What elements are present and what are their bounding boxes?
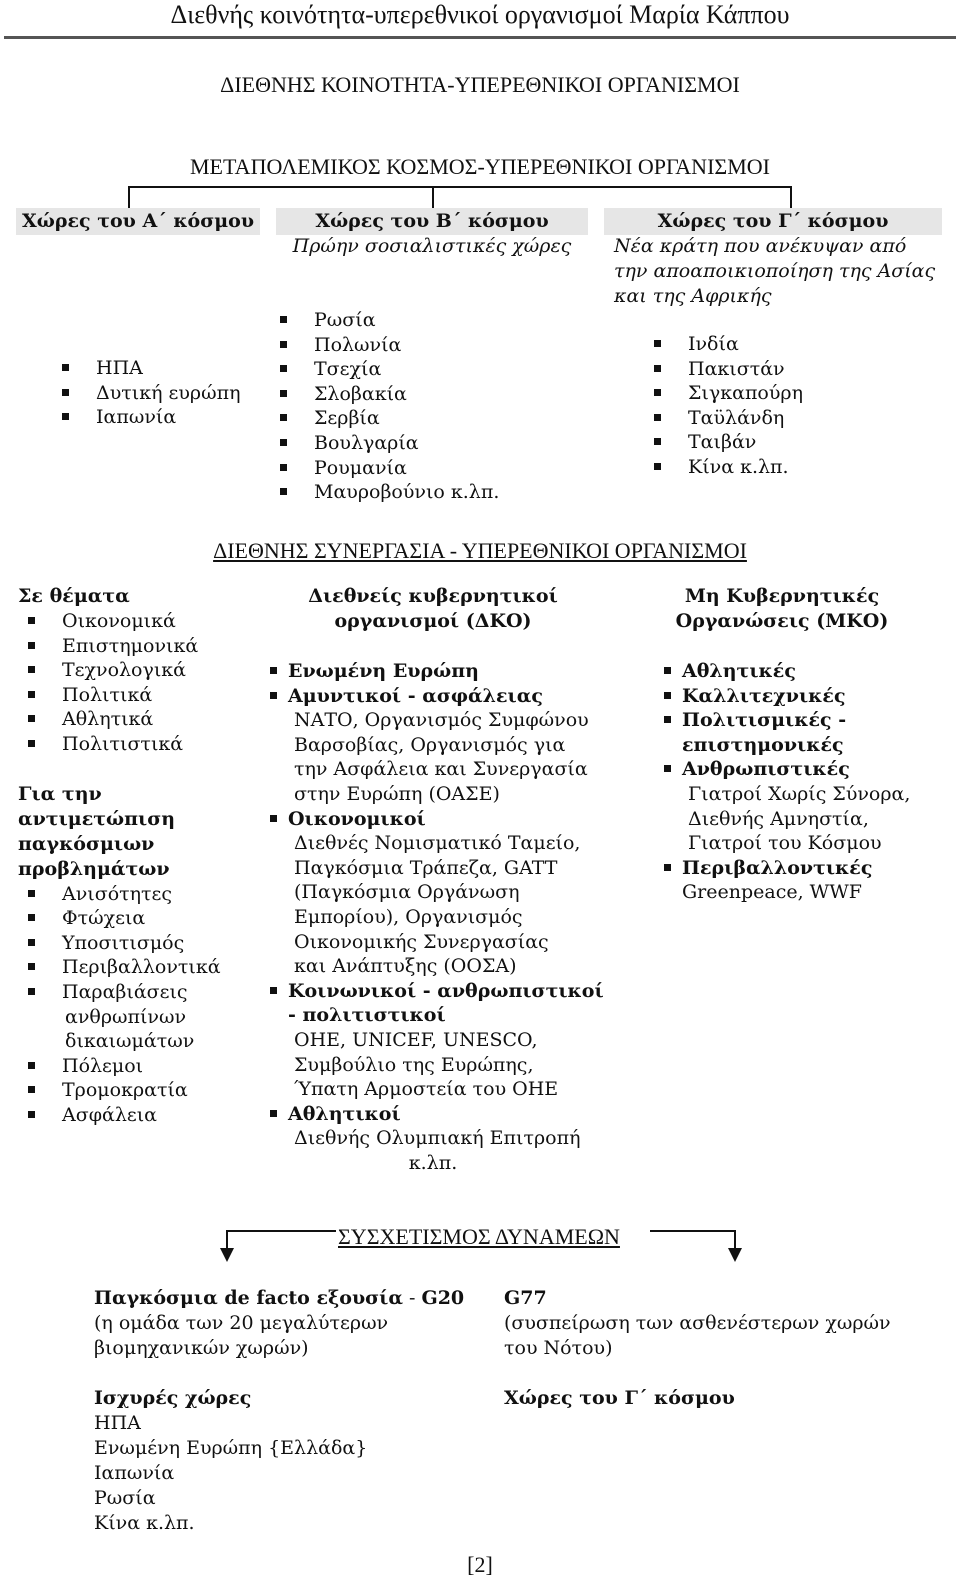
list-item: Υποσιτισμός [18,931,268,956]
balance-right: G77 (συσπείρωση των ασθενέστερων χωρών του Νότου) Χώρες του Γ΄ κόσμου [504,1286,944,1411]
ngo-column [662,584,952,905]
list-item: Πολιτικά [18,683,268,708]
ngo-group-desc: Γιατροί Χωρίς Σύνορα, Διεθνής Αμνηστία, Γιατροί του Κόσμου [688,782,911,855]
list-item: Πολιτιστικά [18,732,268,757]
list-item: Δυτική ευρώπη [52,381,272,406]
list-item: Ταιβάν [644,430,924,455]
list-item: Ρουμανία [270,456,570,481]
igo-group-desc: ΝΑΤΟ, Οργανισμός Συμφώνου Βαρσοβίας, Οργανισμός για την Ασφάλεια και Συνεργασία στην Ευρώπη (ΟΑΣΕ) [294,709,589,805]
list-item: Επιστημονικά [18,634,268,659]
list-item: Βουλγαρία [270,431,570,456]
list-item: Σιγκαπούρη [644,381,924,406]
igo-heading: Διεθνείς κυβερνητικοί οργανισμοί (ΔΚΟ) [308,585,558,632]
tree-branch-left [128,186,130,208]
list-item: Παραβιάσεις ανθρωπίνων δικαιωμάτων [18,980,268,1054]
arrow-down-icon [220,1248,234,1262]
balance-stem-right [734,1230,736,1250]
igo-group-desc: Διεθνές Νομισματικό Ταμείο, Παγκόσμια Τράπεζα, GATT (Παγκόσμια Οργάνωση Εμπορίου), Οργανισμός Οικονομικής Συνεργασίας και Ανάπτυξης (ΟΟΣΑ) [294,832,581,978]
list-item: Σλοβακία [270,382,570,407]
igo-group-title: Ενωμένη Ευρώπη [268,659,608,684]
cooperation-title: ΔΙΕΘΝΗΣ ΣΥΝΕΡΓΑΣΙΑ - ΥΠΕΡΕΘΝΙΚΟΙ ΟΡΓΑΝΙΣΜΟΙ [213,538,747,563]
list-item: Οικονομικά [18,609,268,634]
list-item: Τσεχία [270,357,570,382]
igo-group-title: Αμυντικοί - ασφάλειας [268,684,608,709]
list-item: ΗΠΑ [94,1412,141,1434]
header-rule [4,36,956,39]
list-item: Ιαπωνία [52,405,272,430]
balance-connector-right [650,1230,736,1232]
list-item: Κίνα κ.λπ. [644,455,924,480]
ngo-group-desc: Greenpeace, WWF [682,881,862,904]
second-world-subtitle: Πρώην σοσιαλιστικές χώρες [292,235,572,257]
problems-list [18,882,268,1128]
second-world-heading: Χώρες του Β΄ κόσμου [276,208,588,235]
list-item: Ασφάλεια [18,1103,268,1128]
list-item: ΗΠΑ [52,356,272,381]
igo-trailer: κ.λπ. [408,1151,458,1174]
list-item: Σερβία [270,406,570,431]
first-world-list [52,356,272,430]
list-item: Κίνα κ.λπ. [94,1512,195,1534]
ngo-group-title: Ανθρωπιστικές [662,757,952,782]
third-world-heading: Χώρες του Γ΄ κόσμου [604,208,942,235]
ngo-group-title: Πολιτισμικές - επιστημονικές [662,708,952,757]
g77-heading: G77 [504,1287,547,1309]
postwar-title: ΜΕΤΑΠΟΛΕΜΙΚΟΣ ΚΟΣΜΟΣ-ΥΠΕΡΕΘΝΙΚΟΙ ΟΡΓΑΝΙΣΜΟΙ [190,154,770,179]
page-number: [2] [467,1552,493,1577]
list-item: Ινδία [644,332,924,357]
first-world-heading: Χώρες του Α΄ κόσμου [16,208,260,235]
balance-connector-left [226,1230,336,1232]
ngo-group-title: Περιβαλλοντικές [662,856,952,881]
igo-group-title: Κοινωνικοί - ανθρωπιστικοί - πολιτιστικοί [268,979,608,1028]
igo-group-title: Οικονομικοί [268,807,608,832]
igo-group-title: Αθλητικοί [268,1102,608,1127]
third-world-label: Χώρες του Γ΄ κόσμου [504,1387,735,1409]
list-item: Πόλεμοι [18,1054,268,1079]
igo-group-desc: ΟΗΕ, UNICEF, UNESCO, Συμβούλιο της Ευρώπης, Ύπατη Αρμοστεία του ΟΗΕ [294,1028,559,1101]
topics-column [18,584,268,1128]
tree-branch-right [790,186,792,208]
g20-heading: Παγκόσμια de facto εξουσία [94,1287,403,1309]
list-item: Φτώχεια [18,906,268,931]
ngo-group-title: Καλλιτεχνικές [662,684,952,709]
strong-countries-heading: Ισχυρές χώρες [94,1387,252,1409]
ngo-group-title: Αθλητικές [662,659,952,684]
balance-left: Παγκόσμια de facto εξουσία - G20 (η ομάδα των 20 μεγαλύτερων βιομηχανικών χωρών) Ισχυρές χώρες ΗΠΑ Ενωμένη Ευρώπη {Ελλάδα} Ιαπωνία Ρωσία Κίνα κ.λπ. [94,1286,494,1536]
tree-connector [128,186,792,188]
list-item: Περιβαλλοντικά [18,955,268,980]
list-item: Ανισότητες [18,882,268,907]
list-item: Μαυροβούνιο κ.λπ. [270,480,570,505]
list-item: Τρομοκρατία [18,1078,268,1103]
topics-list [18,609,268,757]
ngo-heading: Μη Κυβερνητικές Οργανώσεις (ΜΚΟ) [675,585,889,632]
list-item: Πολωνία [270,333,570,358]
list-item: Ενωμένη Ευρώπη {Ελλάδα} [94,1437,368,1459]
second-world-list [270,308,570,505]
list-item: Ιαπωνία [94,1462,175,1484]
igo-group-desc: Διεθνής Ολυμπιακή Επιτροπή [294,1127,581,1150]
list-item: Ταϋλάνδη [644,406,924,431]
third-world-list [644,332,924,480]
balance-title: ΣΥΣΧΕΤΙΣΜΟΣ ΔΥΝΑΜΕΩΝ [338,1224,620,1249]
tree-branch-middle [432,186,434,208]
list-item: Ρωσία [94,1487,156,1509]
page-title: ΔΙΕΘΝΗΣ ΚΟΙΝΟΤΗΤΑ-ΥΠΕΡΕΘΝΙΚΟΙ ΟΡΓΑΝΙΣΜΟΙ [220,72,740,97]
list-item: Ρωσία [270,308,570,333]
balance-stem-left [226,1230,228,1250]
list-item: Πακιστάν [644,357,924,382]
list-item: Τεχνολογικά [18,658,268,683]
igo-column [268,584,608,1176]
topics-heading: Σε θέματα [18,585,130,607]
running-header: Διεθνής κοινότητα-υπερεθνικοί οργανισμοί Μαρία Κάππου [170,0,790,29]
igo-groups [268,659,608,1176]
list-item: Αθλητικά [18,707,268,732]
arrow-down-icon [728,1248,742,1262]
third-world-subtitle: Νέα κράτη που ανέκυψαν από την αποαποικιοποίηση της Ασίας και της Αφρικής [614,235,936,307]
problems-heading: Για την αντιμετώπιση παγκόσμιων προβλημάτων [18,782,176,880]
